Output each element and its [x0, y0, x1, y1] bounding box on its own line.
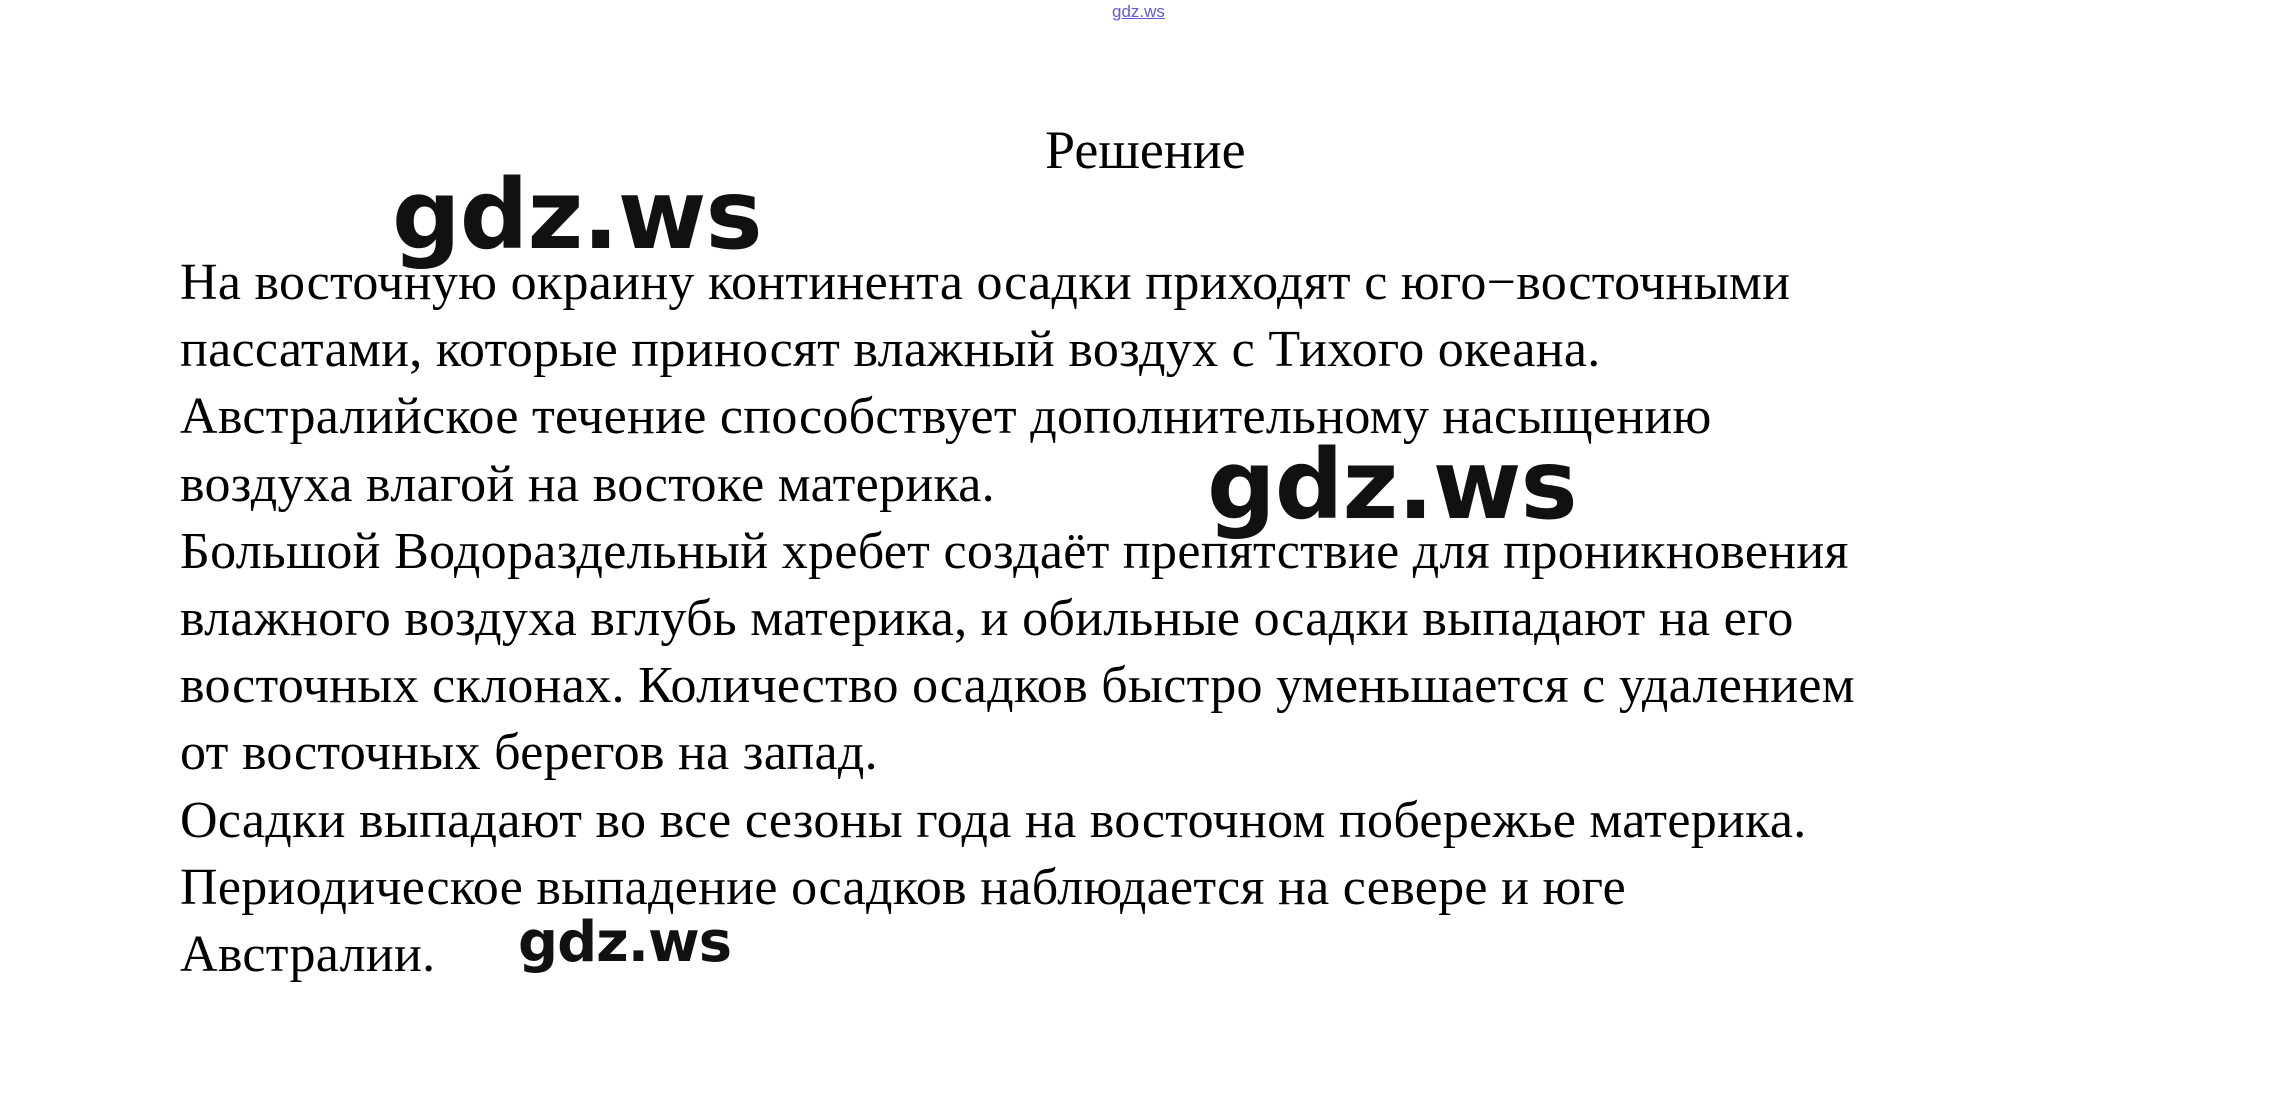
watermark-logo: gdz.ws [392, 159, 762, 271]
text-line: пассатами, которые приносят влажный воздух с Тихого океана. [180, 321, 1601, 379]
page-title: Решение [1045, 120, 1246, 180]
text-line: Осадки выпадают во все сезоны года на восточном побережье материка. [180, 791, 1807, 849]
watermark-logo: gdz.ws [1207, 429, 1577, 541]
text-line: Австралийское течение способствует дополнительному насыщению [180, 388, 1712, 446]
text-line: На восточную окраину континента осадки приходят с юго−восточными [180, 254, 1791, 311]
text-line: влажного воздуха вглубь материка, и обильные осадки выпадают на его [180, 590, 1794, 648]
text-line: Австралии. [180, 926, 436, 984]
text-line: Большой Водораздельный хребет создаёт препятствие для проникновения [180, 522, 1849, 580]
text-line: Периодическое выпадение осадков наблюдается на севере и юге [180, 858, 1626, 916]
watermark-logo: gdz.ws [518, 910, 732, 975]
solution-text [180, 249, 2130, 988]
top-watermark-link[interactable]: gdz.ws [1112, 2, 1165, 21]
text-line: восточных склонах. Количество осадков быстро уменьшается с удалением [180, 657, 1855, 715]
text-line: от восточных берегов на запад. [180, 724, 878, 782]
text-line: воздуха влагой на востоке материка. [180, 455, 995, 513]
